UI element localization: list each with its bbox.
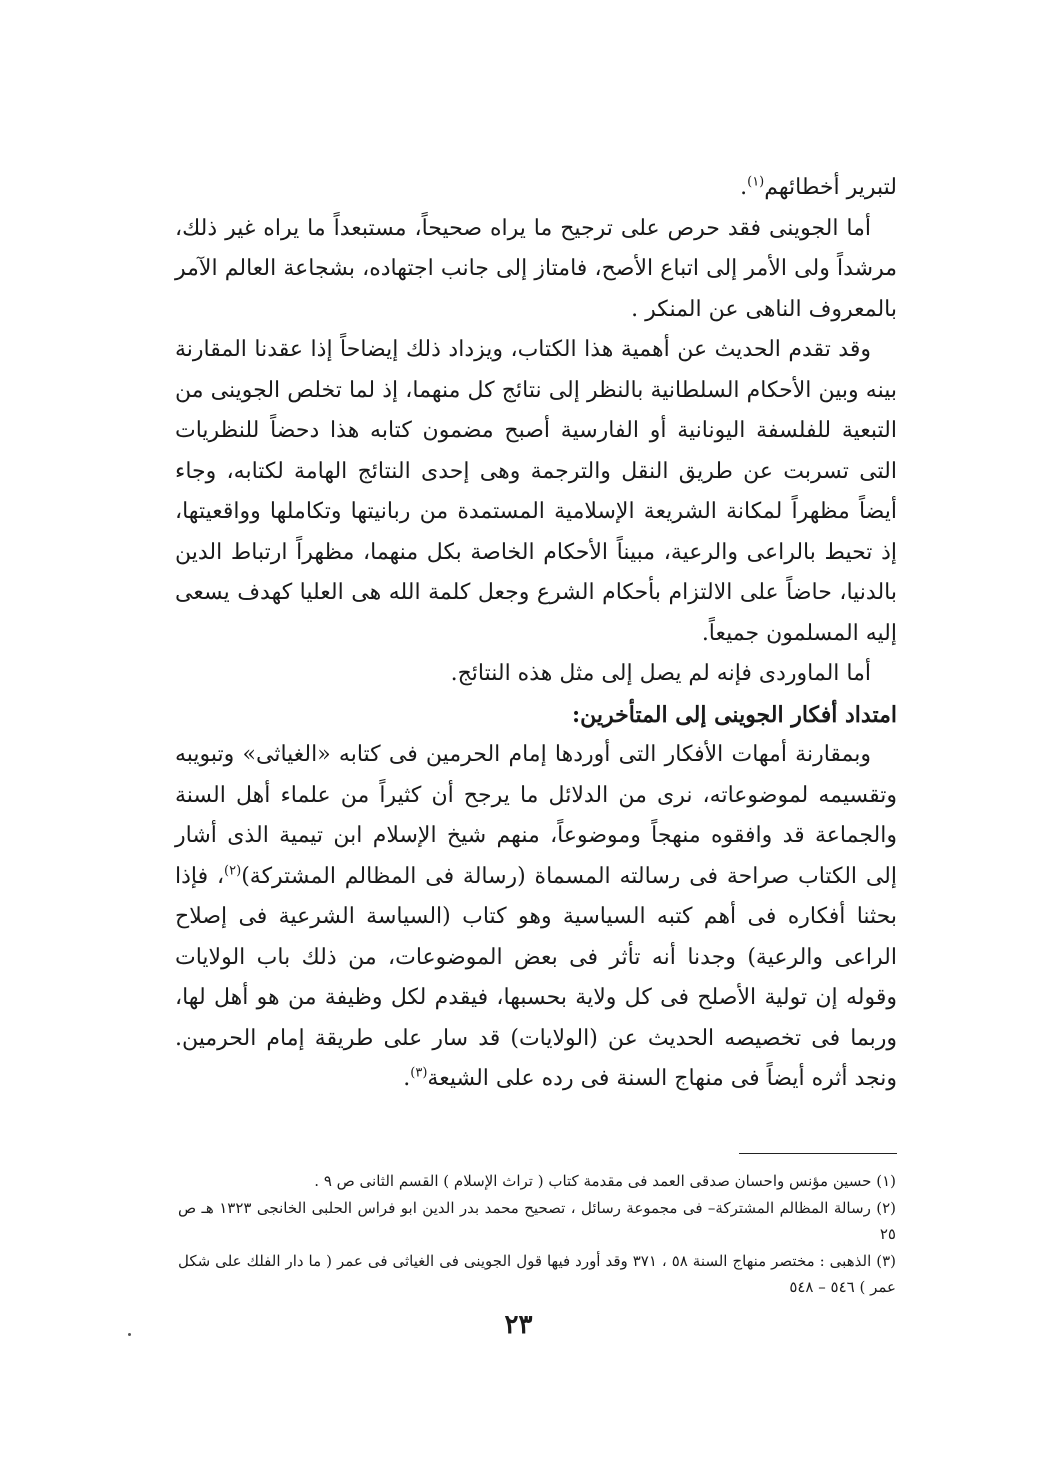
paragraph-extension — [175, 735, 897, 1100]
footnote-2: (٢) رسالة المظالم المشتركة– فى مجموعة رسائل ، تصحيح محمد بدر الدين ابو فراس الحلبى الخانجى ١٣٢٣ هـ ص ٢٥ — [178, 1198, 896, 1243]
footnote-ref-2: (٢) — [224, 863, 242, 879]
paragraph-end: . — [740, 175, 748, 200]
footnote-3: (٣) الذهبى : مختصر منهاج السنة ٥٨ ، ٣٧١ وقد أورد فيها قول الجوينى فى الغياثى فى عمر ( ما دار الفلك على شكل عمر ) ٥٤٦ – ٥٤٨ — [178, 1251, 896, 1296]
footnote-separator — [739, 1153, 897, 1154]
footnote-1: (١) حسين مؤنس واحسان صدقى العمد فى مقدمة كتاب ( تراث الإسلام ) القسم الثانى ص ٩ . — [314, 1172, 896, 1190]
paragraph-mawardi: أما الماوردى فإنه لم يصل إلى مثل هذه النتائج. — [450, 661, 871, 686]
section-heading: امتداد أفكار الجوينى إلى المتأخرين: — [572, 701, 897, 728]
main-text-body — [175, 168, 897, 1100]
paragraph-end: . — [403, 1066, 411, 1091]
paragraph-text: لتبرير أخطائهم — [764, 175, 897, 200]
paragraph-continuation — [175, 168, 897, 209]
paragraph-comparison: وقد تقدم الحديث عن أهمية هذا الكتاب، ويزداد ذلك إيضاحاً إذا عقدنا المقارنة بينه وبين الأحكام السلطانية بالنظر إلى نتائج كل منهما، إذ لما تخلص الجوينى من التبعية للفلسفة اليونانية أو الفارسية أصبح مضمون كتابه هذا دحضاً للنظريات التى تسربت عن طريق النقل والترجمة وهى إحدى النتائج الهامة لكتابه، وجاء أيضاً مظهراً لمكانة الشريعة الإسلامية المستمدة من ربانيتها وتكاملها وواقعيتها، إذ تحيط بالراعى والرعية، مبيناً الأحكام الخاصة بكل منهما، مظهراً ارتباط الدين بالدنيا، حاضاً على الالتزام بأحكام الشرع وجعل كلمة الله هى العليا كهدف يسعى إليه المسلمون جميعاً. — [175, 337, 897, 646]
paragraph-text-b: ، فإذا بحثنا أفكاره فى أهم كتبه السياسية وهو كتاب (السياسة الشرعية فى إصلاح الراعى والرعية) وجدنا أنه تأثر فى بعض الموضوعات، من ذلك باب الولايات وقوله إن تولية الأصلح فى كل ولاية بحسبها، فيقدم لكل وظيفة من هو أهل لها، وربما فى تخصيصه الحديث عن (الولايات) قد سار على طريقة إمام الحرمين. ونجد أثره أيضاً فى منهاج السنة فى رده على الشيعة — [175, 863, 897, 1091]
footnote-ref-3: (٣) — [410, 1065, 428, 1081]
footnote-ref-1: (١) — [747, 174, 765, 190]
paragraph-juwayni: أما الجوينى فقد حرص على ترجيح ما يراه صحيحاً، مستبعداً ما يراه غير ذلك، مرشداً ولى الأمر إلى اتباع الأصح، فامتاز إلى جانب اجتهاده، بشجاعة العالم الآمر بالمعروف الناهى عن المنكر . — [175, 215, 897, 322]
footnotes — [178, 1168, 896, 1301]
page-number: ٢٣ — [504, 1310, 533, 1340]
scan-dot — [128, 1333, 131, 1336]
paragraph-text-a: وبمقارنة أمهات الأفكار التى أوردها إمام الحرمين فى كتابه «الغياثى» وتبويبه وتقسيمه لموضوعاته، نرى من الدلائل ما يرجح أن كثيراً من علماء أهل السنة والجماعة قد وافقوه منهجاً وموضوعاً، منهم شيخ الإسلام ابن تيمية الذى أشار إلى الكتاب صراحة فى رسالته المسماة (رسالة فى المظالم المشتركة) — [175, 742, 897, 889]
